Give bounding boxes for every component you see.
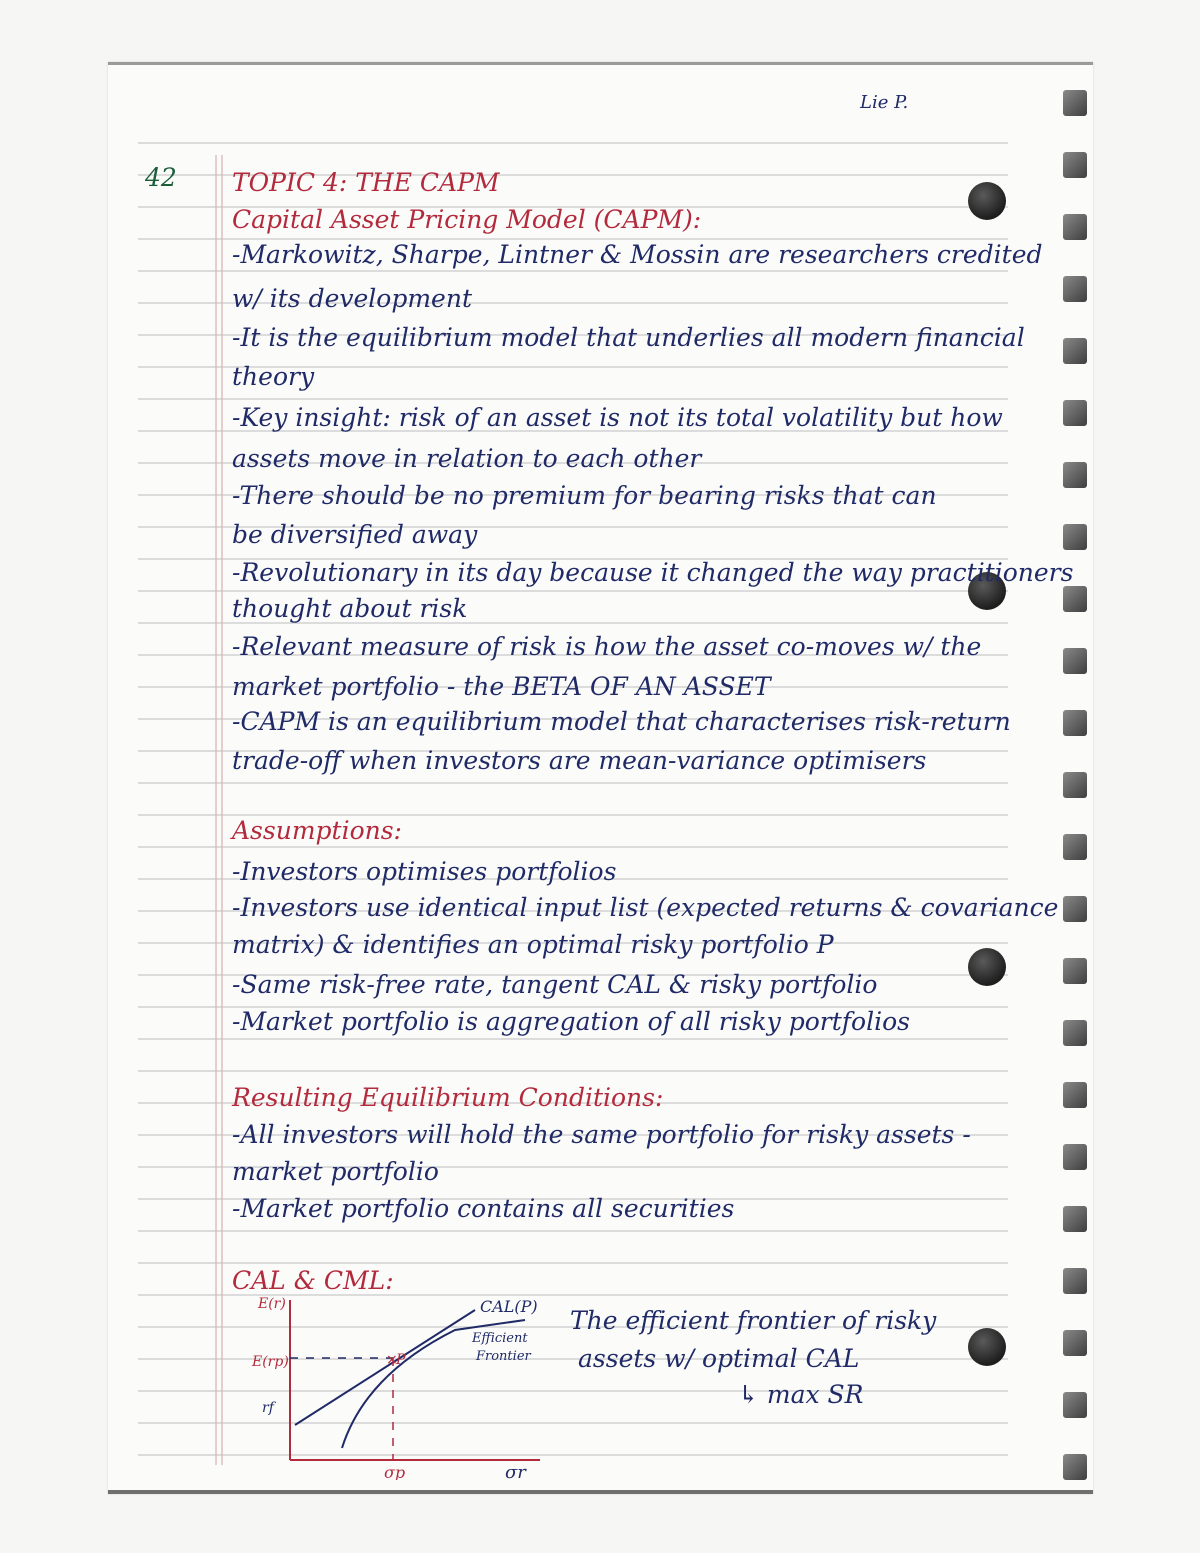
spiral-ring	[1063, 1144, 1087, 1170]
spiral-ring	[1063, 586, 1087, 612]
tangency-marker: ×	[386, 1352, 398, 1368]
spiral-ring	[1063, 90, 1087, 116]
section-heading-cal-cml: CAL & CML:	[232, 1266, 394, 1295]
spiral-ring	[1063, 1206, 1087, 1232]
note-line: theory	[232, 362, 315, 391]
frontier-label-2: Frontier	[476, 1349, 531, 1364]
cal-efficient-frontier-graph	[250, 1280, 580, 1480]
spiral-ring	[1063, 152, 1087, 178]
note-line: market portfolio	[232, 1157, 439, 1186]
spiral-ring	[1063, 648, 1087, 674]
note-line: -It is the equilibrium model that underlies all modern financial	[232, 323, 1025, 352]
note-line: thought about risk	[232, 594, 468, 623]
spiral-ring	[1063, 462, 1087, 488]
section-heading-capm: Capital Asset Pricing Model (CAPM):	[232, 205, 702, 234]
spiral-ring	[1063, 834, 1087, 860]
note-line: -Same risk-free rate, tangent CAL & risky portfolio	[232, 970, 878, 999]
y-axis-label: E(r)	[258, 1296, 286, 1312]
note-line: -CAPM is an equilibrium model that characterises risk-return	[232, 707, 1011, 736]
spiral-ring	[1063, 1392, 1087, 1418]
punch-hole	[968, 1328, 1006, 1366]
note-line: -Key insight: risk of an asset is not its total volatility but how	[232, 403, 1003, 432]
note-line: -Markowitz, Sharpe, Lintner & Mossin are researchers credited	[232, 240, 1043, 269]
punch-hole	[968, 182, 1006, 220]
point-y-label: E(rp)	[252, 1354, 289, 1370]
note-line: trade-off when investors are mean-variance optimisers	[232, 746, 927, 775]
note-line: -Investors use identical input list (expected returns & covariance	[232, 893, 1059, 922]
intercept-label: rf	[262, 1400, 274, 1416]
note-line: -All investors will hold the same portfolio for risky assets -	[232, 1120, 971, 1149]
note-line: -Market portfolio contains all securities	[232, 1194, 735, 1223]
spiral-ring	[1063, 772, 1087, 798]
note-line: The efficient frontier of risky	[570, 1306, 937, 1335]
page-number: 42	[145, 163, 177, 192]
spiral-ring	[1063, 524, 1087, 550]
spiral-ring	[1063, 400, 1087, 426]
punch-hole	[968, 948, 1006, 986]
spiral-ring	[1063, 276, 1087, 302]
section-heading-equilibrium: Resulting Equilibrium Conditions:	[232, 1083, 664, 1112]
note-line: matrix) & identifies an optimal risky portfolio P	[232, 930, 834, 959]
spiral-ring	[1063, 710, 1087, 736]
cal-line-label: CAL(P)	[480, 1297, 538, 1316]
note-line: assets move in relation to each other	[232, 444, 702, 473]
note-line: -Investors optimises portfolios	[232, 857, 617, 886]
page-reference: Lie P.	[860, 92, 909, 113]
note-line: market portfolio - the BETA OF AN ASSET	[232, 672, 771, 701]
graph-svg	[250, 1280, 580, 1480]
spiral-ring	[1063, 214, 1087, 240]
spiral-ring	[1063, 338, 1087, 364]
note-line: -Relevant measure of risk is how the asset co-moves w/ the	[232, 632, 982, 661]
note-line: assets w/ optimal CAL	[578, 1344, 860, 1373]
x-axis-label: σr	[505, 1462, 526, 1480]
point-x-label: σp	[384, 1463, 406, 1480]
note-line: be diversified away	[232, 520, 478, 549]
spiral-ring	[1063, 1454, 1087, 1480]
spiral-ring	[1063, 1082, 1087, 1108]
cal-line	[295, 1310, 475, 1425]
note-line: ↳ max SR	[738, 1380, 864, 1409]
spiral-ring	[1063, 896, 1087, 922]
page-title: TOPIC 4: THE CAPM	[232, 168, 500, 197]
frontier-label-1: Efficient	[472, 1331, 528, 1346]
note-line: -Revolutionary in its day because it changed the way practitioners	[232, 558, 1074, 587]
note-line: -Market portfolio is aggregation of all risky portfolios	[232, 1007, 910, 1036]
spiral-ring	[1063, 1330, 1087, 1356]
note-line: w/ its development	[232, 284, 473, 313]
section-heading-assumptions: Assumptions:	[232, 816, 402, 845]
spiral-ring	[1063, 1020, 1087, 1046]
note-line: -There should be no premium for bearing risks that can	[232, 481, 937, 510]
spiral-ring	[1063, 958, 1087, 984]
spiral-ring	[1063, 1268, 1087, 1294]
point-p-label: P	[396, 1352, 406, 1368]
